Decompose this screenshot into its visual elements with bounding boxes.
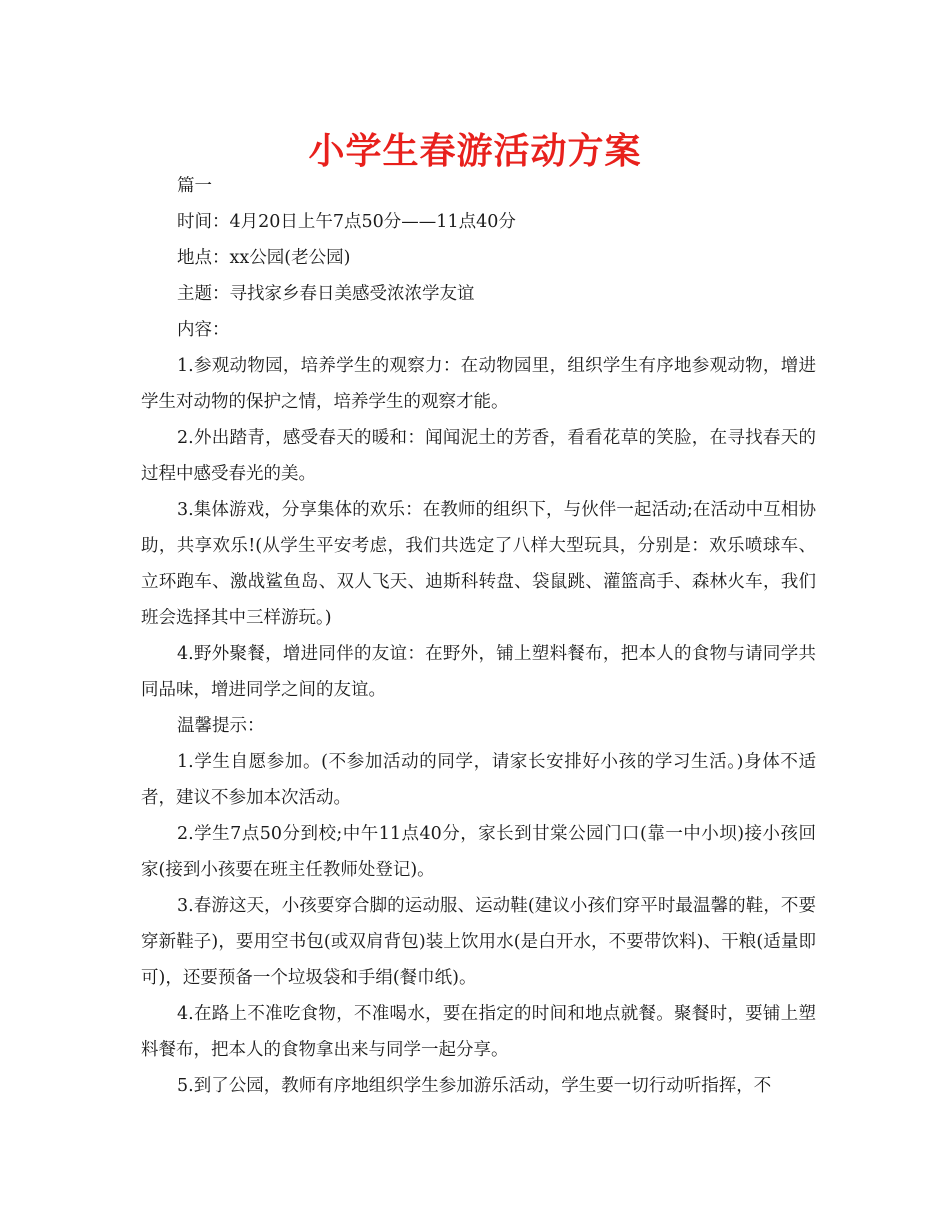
paragraph-tip-3: 3.春游这天，小孩要穿合脚的运动服、运动鞋(建议小孩们穿平时最温馨的鞋，不要穿新鞋子)，要用空书包(或双肩背包)装上饮用水(是白开水，不要带饮料)、干粮(适量即可)，还要预备一个垃圾袋和手绢(餐巾纸)。 [141, 896, 816, 988]
paragraph-tip-5: 5.到了公园，教师有序地组织学生参加游乐活动，学生要一切行动听指挥，不 [177, 1076, 772, 1096]
paragraph-content-heading: 内容： [177, 320, 230, 340]
paragraph-content-item-4: 4.野外聚餐，增进同伴的友谊：在野外，铺上塑料餐布，把本人的食物与请同学共同品味，增进同学之间的友谊。 [141, 644, 816, 700]
paragraph-tips-heading: 温馨提示： [177, 716, 265, 736]
paragraph-content-item-3: 3.集体游戏，分享集体的欢乐：在教师的组织下，与伙伴一起活动;在活动中互相协助，共享欢乐!(从学生平安考虑，我们共选定了八样大型玩具，分别是：欢乐喷球车、立环跑车、激战鲨鱼岛、双人飞天、迪斯科转盘、袋鼠跳、灌篮高手、森林火车，我们班会选择其中三样游玩。) [141, 500, 816, 628]
paragraph-content-item-1: 1.参观动物园，培养学生的观察力：在动物园里，组织学生有序地参观动物，增进学生对动物的保护之情，培养学生的观察才能。 [141, 356, 816, 412]
paragraph-section-label: 篇一 [177, 176, 212, 196]
paragraph-theme: 主题：寻找家乡春日美感受浓浓学友谊 [177, 284, 475, 304]
paragraph-tip-4: 4.在路上不准吃食物，不准喝水，要在指定的时间和地点就餐。聚餐时，要铺上塑料餐布，把本人的食物拿出来与同学一起分享。 [141, 1004, 816, 1060]
paragraph-time: 时间：4月20日上午7点50分——11点40分 [177, 212, 516, 232]
document-title: 小学生春游活动方案 [308, 131, 642, 172]
paragraph-location: 地点：xx公园(老公园) [177, 248, 351, 268]
document-body [141, 168, 816, 1104]
paragraph-tip-2: 2.学生7点50分到校;中午11点40分，家长到甘棠公园门口(靠一中小坝)接小孩回家(接到小孩要在班主任教师处登记)。 [141, 824, 816, 880]
paragraph-content-item-2: 2.外出踏青，感受春天的暖和：闻闻泥土的芳香，看看花草的笑脸，在寻找春天的过程中感受春光的美。 [141, 428, 816, 484]
paragraph-tip-1: 1.学生自愿参加。(不参加活动的同学，请家长安排好小孩的学习生活。)身体不适者，建议不参加本次活动。 [141, 752, 816, 808]
